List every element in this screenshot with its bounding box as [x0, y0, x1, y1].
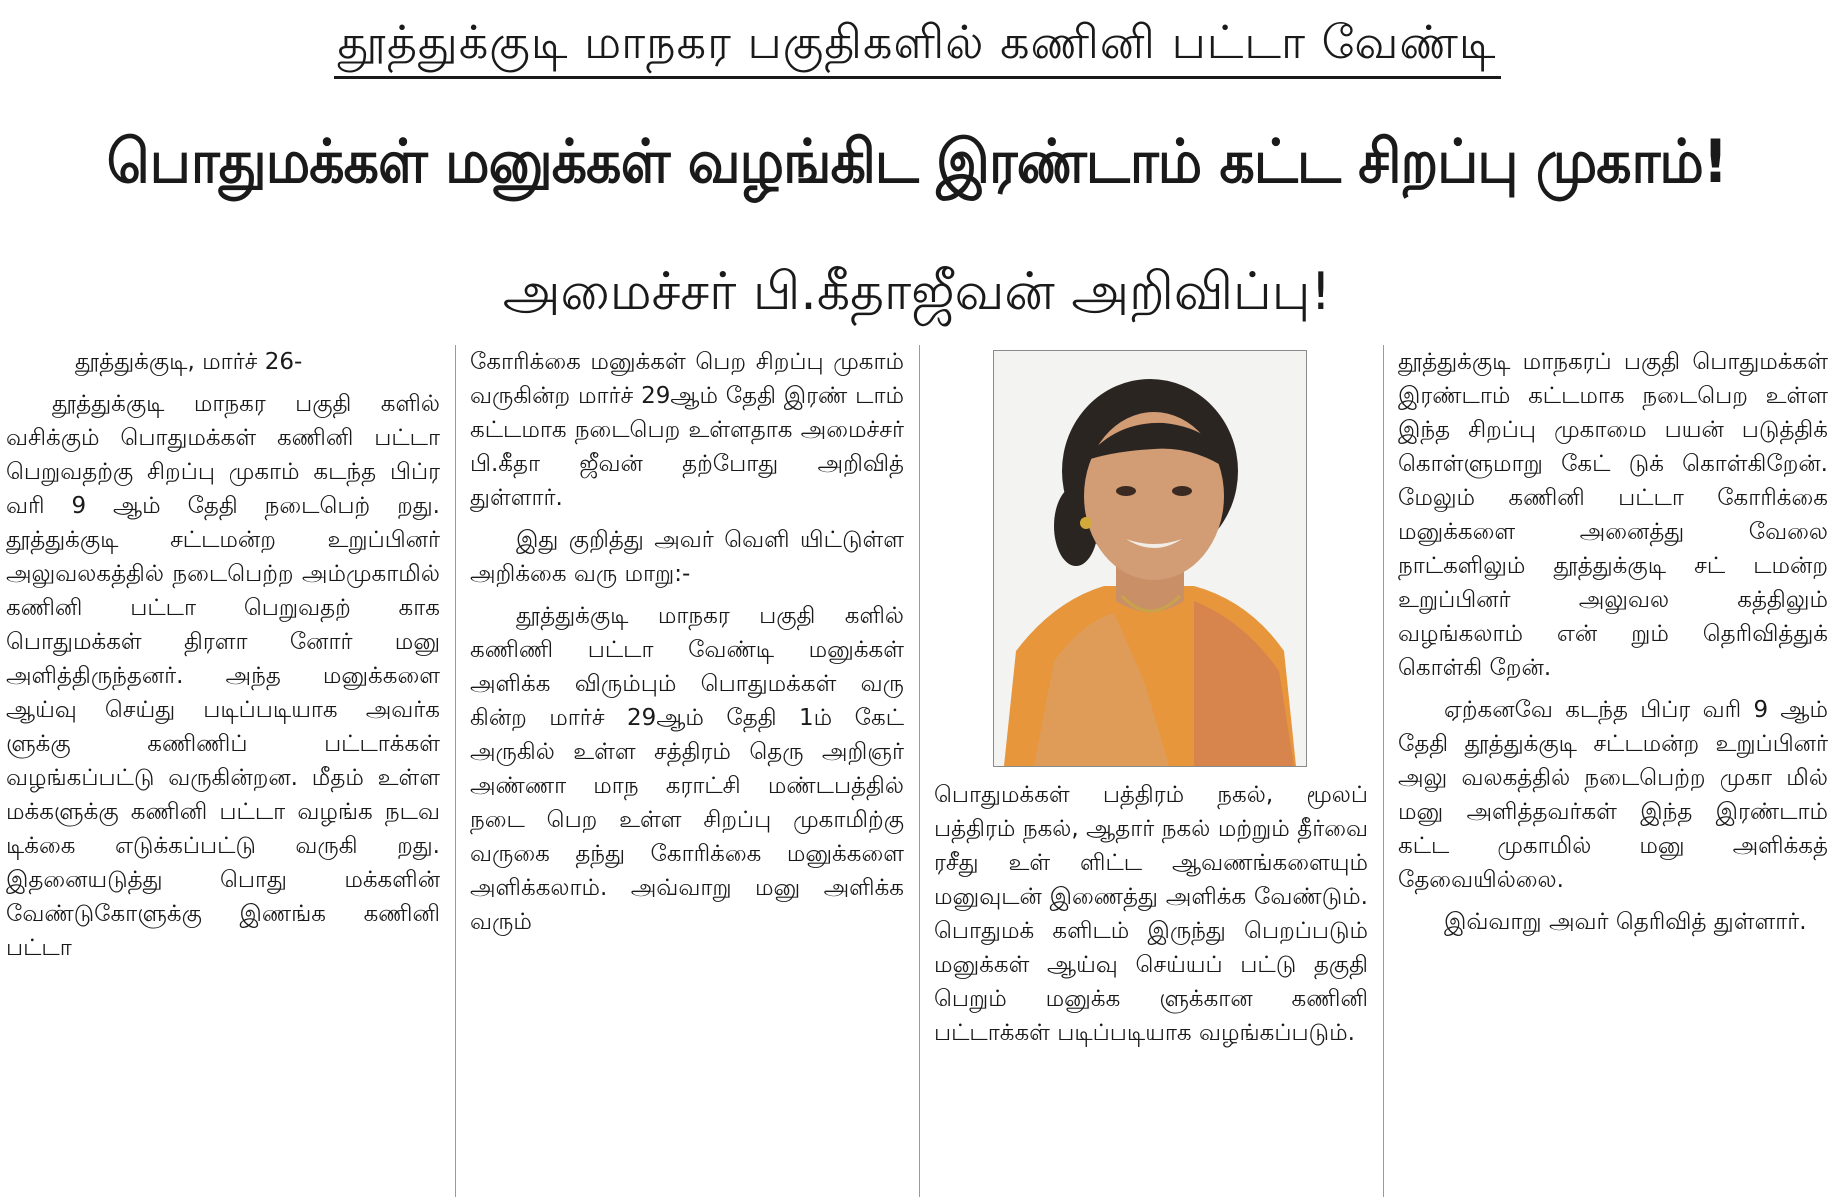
kicker-text: தூத்துக்குடி மாநகர பகுதிகளில் கணினி பட்டா வேண்டி [334, 10, 1501, 79]
paragraph: தூத்துக்குடி மாநகர பகுதி களில் கணிணி பட்டா வேண்டி மனுக்கள் அளிக்க விரும்பும் பொதுமக்கள் வரு கின்ற மார்ச் 29ஆம் தேதி 1ம் கேட் அருகில் உள்ள சத்திரம் தெரு அறிஞர் அண்ணா மாந கராட்சி மண்டபத்தில் நடை பெற உள்ள சிறப்பு முகாமிற்கு வருகை தந்து கோரிக்கை மனுக்களை அளிக்கலாம். அவ்வாறு மனு அளிக்க வரும் [470, 603, 904, 935]
article-column-1 [6, 345, 440, 1197]
paragraph: தூத்துக்குடி மாநகரப் பகுதி பொதுமக்கள் இரண்டாம் கட்டமாக நடைபெற உள்ள இந்த சிறப்பு முகாமை பயன் படுத்திக் கொள்ளுமாறு கேட் டுக் கொள்கிறேன். மேலும் கணினி பட்டா கோரிக்கை மனுக்களை அனைத்து வேலை நாட்களிலும் தூத்துக்குடி சட் டமன்ற உறுப்பினர் அலுவல கத்திலும் வழங்கலாம் என் றும் தெரிவித்துக் கொள்கி றேன். [1398, 349, 1828, 681]
column-divider [1383, 345, 1384, 1197]
paragraph: பொதுமக்கள் பத்திரம் நகல், மூலப் பத்திரம் நகல், ஆதார் நகல் மற்றும் தீர்வை ரசீது உள் ளிட்ட ஆவணங்களையும் மனுவுடன் இணைத்து அளிக்க வேண்டும். பொதுமக் களிடம் இருந்து பெறப்படும் மனுக்கள் ஆய்வு செய்யப் பட்டு தகுதி பெறும் மனுக்க ளுக்கான கணினி பட்டாக்கள் படிப்படியாக வழங்கப்படும். [934, 782, 1368, 1046]
paragraph: இது குறித்து அவர் வெளி யிட்டுள்ள அறிக்கை வரு மாறு:- [470, 527, 904, 587]
paragraph: கோரிக்கை மனுக்கள் பெற சிறப்பு முகாம் வருகின்ற மார்ச் 29ஆம் தேதி இரண் டாம் கட்டமாக நடைபெற உள்ளதாக அமைச்சர் பி.கீதா ஜீவன் தற்போது அறிவித் துள்ளார். [470, 349, 904, 511]
minister-portrait-photo [993, 350, 1307, 767]
article-column-2 [470, 345, 904, 1197]
paragraph: தூத்துக்குடி மாநகர பகுதி களில் வசிக்கும் பொதுமக்கள் கணினி பட்டா பெறுவதற்கு சிறப்பு முகாம் கடந்த பிப்ர வரி 9 ஆம் தேதி நடைபெற் றது. தூத்துக்குடி சட்டமன்ற உறுப்பினர் அலுவலகத்தில் நடைபெற்ற அம்முகாமில் கணினி பட்டா பெறுவதற் காக பொதுமக்கள் திரளா னோர் மனு அளித்திருந்தனர். அந்த மனுக்களை ஆய்வு செய்து படிப்படியாக அவர்க ளுக்கு கணிணிப் பட்டாக்கள் வழங்கப்பட்டு வருகின்றன. மீதம் உள்ள மக்களுக்கு கணினி பட்டா வழங்க நடவ டிக்கை எடுக்கப்பட்டு வருகி றது. இதனையடுத்து பொது மக்களின் வேண்டுகோளுக்கு இணங்க கணினி பட்டா [6, 391, 440, 961]
sub-headline: அமைச்சர் பி.கீதாஜீவன் அறிவிப்பு! [502, 262, 1332, 322]
paragraph: ஏற்கனவே கடந்த பிப்ர வரி 9 ஆம் தேதி தூத்துக்குடி சட்டமன்ற உறுப்பினர் அலு வலகத்தில் நடைபெற்ற முகா மில் மனு அளித்தவர்கள் இந்த இரண்டாம் கட்ட முகாமில் மனு அளிக்கத் தேவையில்லை. [1398, 697, 1828, 893]
article-column-3 [934, 778, 1368, 1198]
column-divider [455, 345, 456, 1197]
portrait-illustration [994, 351, 1306, 766]
column-divider [919, 345, 920, 1197]
article-column-4 [1398, 345, 1828, 1197]
paragraph: இவ்வாறு அவர் தெரிவித் துள்ளார். [1444, 909, 1807, 935]
main-headline: பொதுமக்கள் மனுக்கள் வழங்கிட இரண்டாம் கட்ட சிறப்பு முகாம்! [106, 127, 1728, 197]
kicker-headline [0, 10, 1834, 79]
dateline: தூத்துக்குடி, மார்ச் 26- [75, 349, 303, 375]
